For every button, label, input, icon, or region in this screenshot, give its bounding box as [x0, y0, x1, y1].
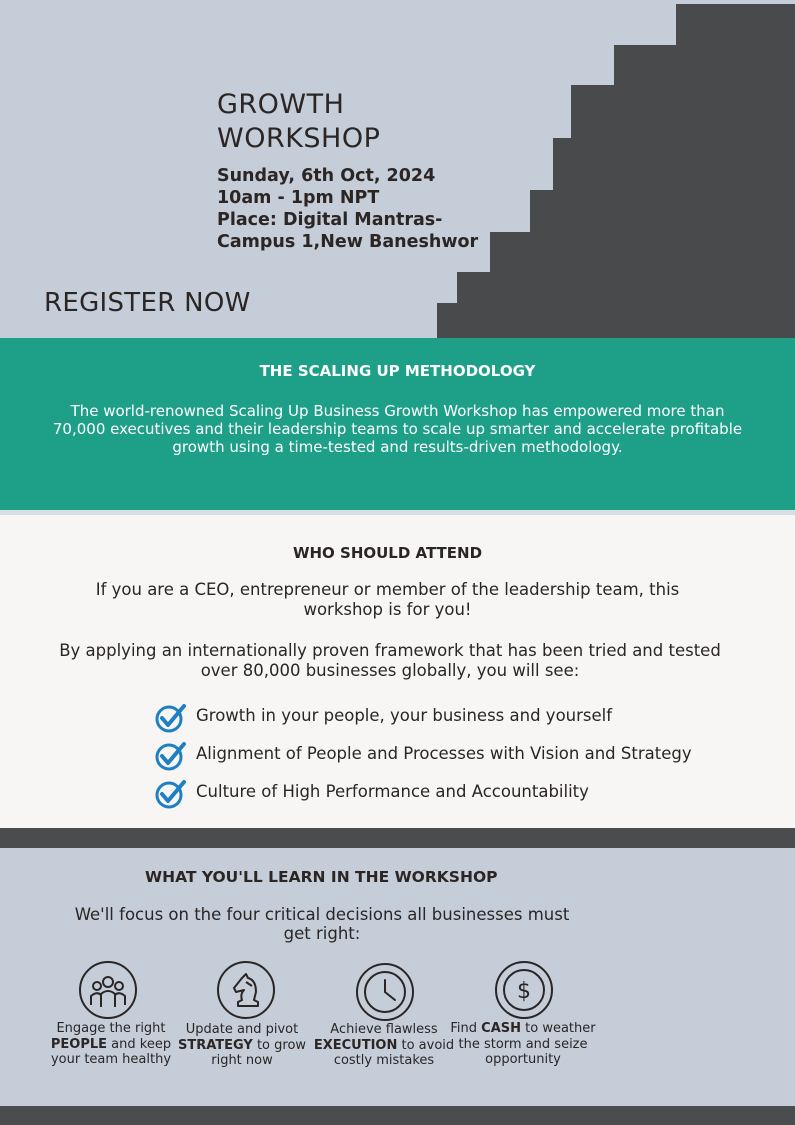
svg-text:$: $ — [517, 979, 531, 1004]
workshop-title: GROWTH WORKSHOP — [217, 89, 381, 154]
benefit-text: Alignment of People and Processes with Vision and Strategy — [196, 744, 692, 763]
attend-heading: WHO SHOULD ATTEND — [292, 544, 483, 562]
learn-intro: We'll focus on the four critical decisions all businesses must get right: — [74, 905, 570, 943]
event-place-line1: Place: Digital Mantras- — [217, 210, 443, 230]
divider-band — [0, 828, 795, 848]
checkmark-icon — [155, 779, 187, 809]
methodology-body: The world-renowned Scaling Up Business Growth Workshop has empowered more than 70,000 executives and their leadership teams to scale up smarter and accelerate profitable growth using a time-tested and results-driven methodology. — [52, 402, 743, 456]
attend-intro: If you are a CEO, entrepreneur or member of the leadership team, this workshop is for you! — [95, 580, 680, 619]
decision-people-text: Engage the right PEOPLE and keep your team healthy — [50, 1021, 172, 1067]
register-now-link[interactable]: REGISTER NOW — [44, 288, 251, 318]
decision-cash-text: Find CASH to weather the storm and seize opportunity — [450, 1021, 596, 1067]
event-time: 10am - 1pm NPT — [217, 188, 380, 208]
learn-heading: WHAT YOU'LL LEARN IN THE WORKSHOP — [145, 868, 498, 886]
dollar-icon — [494, 960, 554, 1020]
event-place-line2: Campus 1,New Baneshwor — [217, 232, 479, 252]
benefit-text: Growth in your people, your business and yourself — [196, 706, 613, 725]
chess-knight-icon — [216, 960, 276, 1020]
attend-body: By applying an internationally proven framework that has been tried and tested over 80,000 businesses globally, you will see: — [59, 641, 721, 680]
clock-icon — [355, 962, 415, 1022]
event-date: Sunday, 6th Oct, 2024 — [217, 166, 436, 186]
methodology-heading: THE SCALING UP METHODOLOGY — [259, 362, 536, 380]
decision-execution-text: Achieve flawless EXECUTION to avoid costly mistakes — [313, 1022, 455, 1068]
checkmark-icon — [155, 741, 187, 771]
decision-strategy-text: Update and pivot STRATEGY to grow right now — [177, 1022, 307, 1068]
benefit-text: Culture of High Performance and Accountability — [196, 782, 589, 801]
checkmark-icon — [155, 703, 187, 733]
footer-band — [0, 1106, 795, 1125]
people-icon — [78, 960, 138, 1020]
